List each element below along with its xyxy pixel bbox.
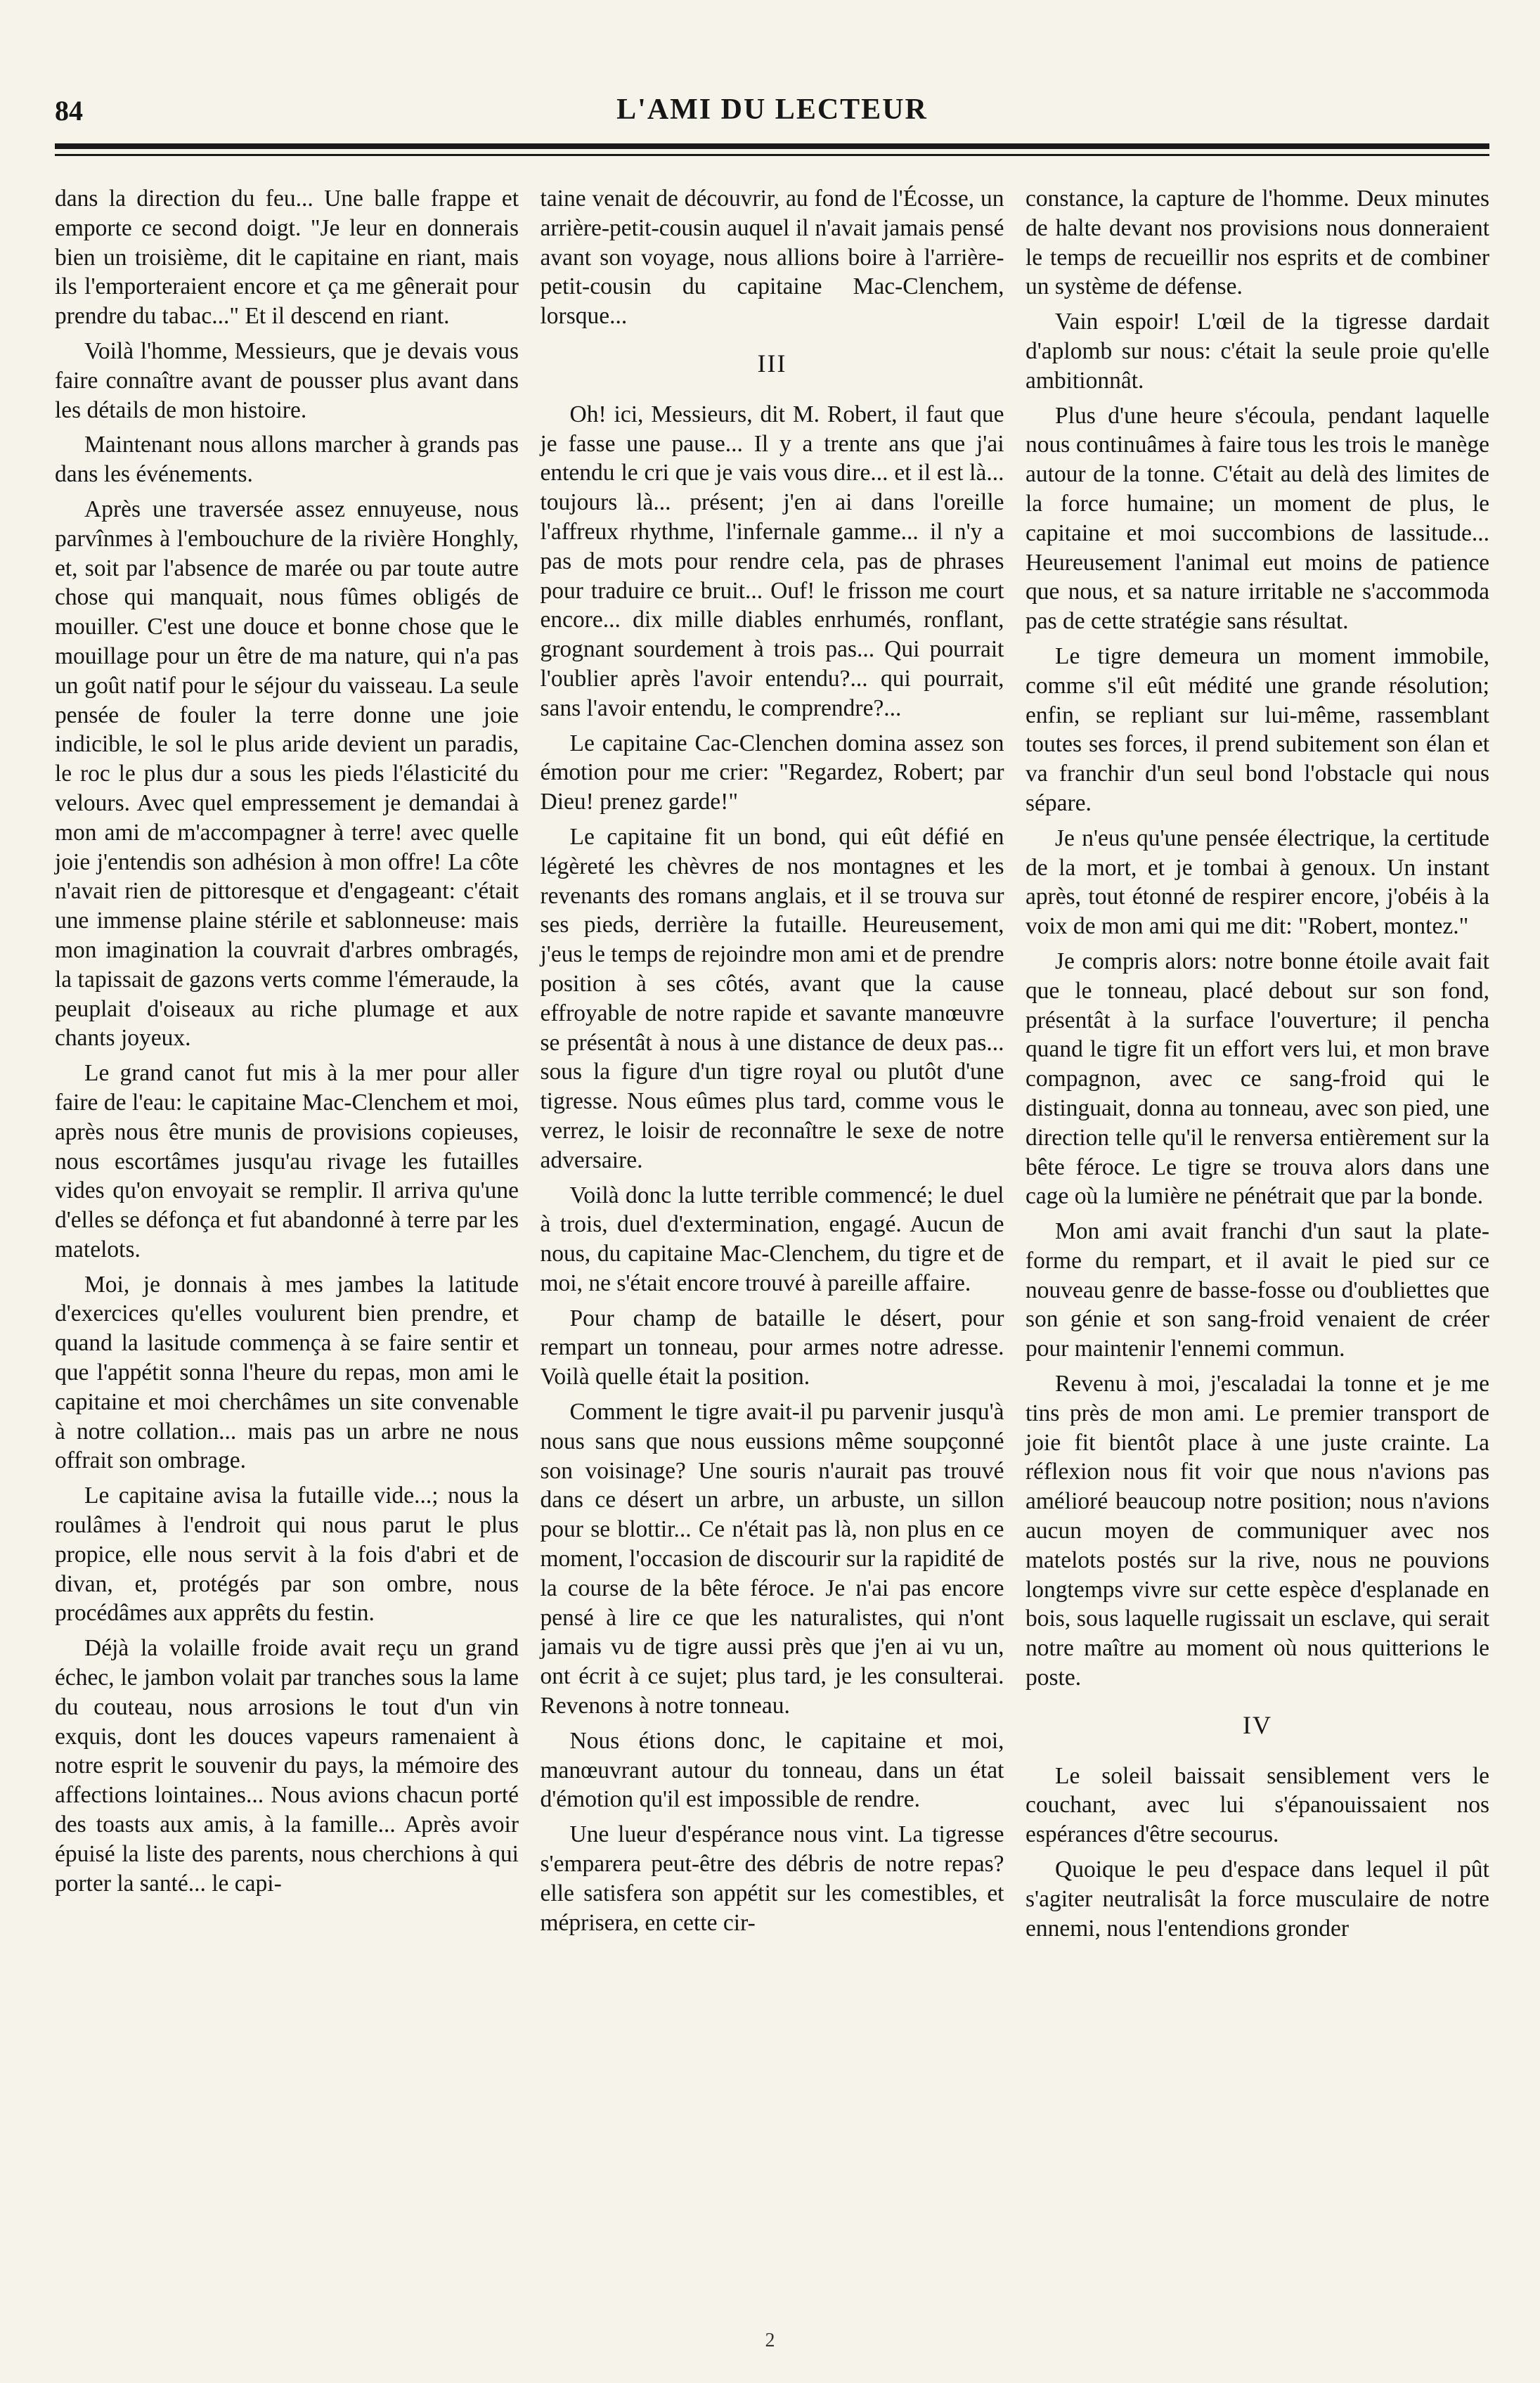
paragraph: Maintenant nous allons marcher à grands pas dans les événements. — [55, 432, 519, 488]
journal-title: L'AMI DU LECTEUR — [616, 93, 928, 126]
paragraph: Le capitaine avisa la futaille vide...; nous la roulâmes à l'endroit qui nous parut le plus propice, elle nous servit à la fois d'abri et de divan, et, protégés par son ombre, nous procédâmes aux apprêts du festin. — [55, 1483, 519, 1627]
page-header — [55, 90, 1489, 139]
paragraph: Une lueur d'espérance nous vint. La tigresse s'emparera peut-être des débris de notre repas? elle satisfera son appétit sur les comestibles, et méprisera, en cette cir- — [540, 1821, 1004, 1936]
paragraph: Le grand canot fut mis à la mer pour aller faire de l'eau: le capitaine Mac-Clenchem et moi, après nous être munis de provisions copieuses, nous escortâmes jusqu'au rivage les futailles vides qu'on envoyait se remplir. Il arriva qu'une d'elles se défonça et fut abandonné à terre par les matelots. — [55, 1060, 519, 1262]
section-heading-iv: IV — [1243, 1710, 1272, 1739]
paragraph: Revenu à moi, j'escaladai la tonne et je me tins près de mon ami. Le premier transport de joie fit bientôt place à une juste crainte. La réflexion nous fit voir que nous n'avions pas amélioré beaucoup notre position; nous n'avions aucun moyen de communiquer avec nos matelots postés sur la rive, nous ne pouvions longtemps vivre sur cette espèce d'esplanade en bois, sous laquelle rugissait un esclave, qui serait notre maître au moment où nous quitterions le poste. — [1025, 1371, 1489, 1691]
paragraph: Voilà l'homme, Messieurs, que je devais vous faire connaître avant de pousser plus avant dans les détails de mon histoire. — [55, 337, 519, 423]
header-rule-thin — [55, 154, 1489, 156]
paragraph: Je compris alors: notre bonne étoile avait fait que le tonneau, placé debout sur son fond, présentât à la surface l'ouverture; il pencha quand le tigre fit un effort vers lui, et mon brave compagnon, avec ce sang-froid qui le distinguait, donna au tonneau, avec son pied, une direction telle qu'il le renversa entièrement sur la bête féroce. Le tigre se trouva alors dans une cage où la lumière ne pénétrait que par la bonde. — [1025, 948, 1489, 1210]
paragraph: Mon ami avait franchi d'un saut la plate-forme du rempart, et il avait le pied sur ce nouveau genre de basse-fosse ou d'oubliettes que son génie et son sang-froid venaient de créer pour maintenir l'ennemi commun. — [1025, 1218, 1489, 1362]
column-1 — [55, 184, 519, 1949]
paragraph: Quoique le peu d'espace dans lequel il pût s'agiter neutralisât la force musculaire de notre ennemi, nous l'entendions gronder — [1025, 1856, 1489, 1942]
section-heading-iii: III — [757, 349, 787, 377]
paragraph: Déjà la volaille froide avait reçu un grand échec, le jambon volait par tranches sous la lame du couteau, nous arrosions le tout d'un vin exquis, dont les douces vapeurs ramenaient à notre esprit le souvenir du pays, la mémoire des affections lointaines... Nous avions chacun porté des toasts aux amis, à la famille... Après avoir épuisé la liste des parents, nous cherchions à qui porter la santé... le capi- — [55, 1635, 519, 1897]
footer-mark: 2 — [765, 2330, 775, 2351]
paragraph: Plus d'une heure s'écoula, pendant laquelle nous continuâmes à faire tous les trois le manège autour de la tonne. C'était au delà des limites de la force humaine; un moment de plus, le capitaine et moi succombions de lassitude... Heureusement l'animal eut moins de patience que nous, et sa nature irritable ne s'accommoda pas de cette stratégie sans résultat. — [1025, 402, 1489, 635]
header-rule-thick — [55, 143, 1489, 149]
column-3 — [1025, 184, 1489, 1949]
paragraph: Après une traversée assez ennuyeuse, nous parvînmes à l'embouchure de la rivière Honghly, et, soit par l'absence de marée ou par toute autre chose qui manquait, nous fûmes obligés de mouiller. C'est une douce et bonne chose que le mouillage pour un être de ma nature, qui n'a pas un goût natif pour le séjour du vaisseau. La seule pensée de fouler la terre donne une joie indicible, le sol le plus aride devient un paradis, le roc le plus dur a sous les pieds l'élasticité du velours. Avec quel empressement je demandai à mon ami de m'accompagner à terre! avec quelle joie j'entendis son adhésion à mon offre! La côte n'avait rien de pittoresque et d'engageant: c'était une immense plaine stérile et sablonneuse: mais mon imagination la couvrait d'arbres ombragés, la tapissait de gazons verts comme l'émeraude, la peuplait d'oiseaux au riche plumage et aux chants joyeux. — [55, 496, 519, 1052]
paragraph: Le tigre demeura un moment immobile, comme s'il eût médité une grande résolution; enfin, se repliant sur lui-même, rassemblant toutes ses forces, il prend subitement son élan et va franchir d'un seul bond l'obstacle qui nous sépare. — [1025, 642, 1489, 816]
paragraph: constance, la capture de l'homme. Deux minutes de halte devant nos provisions nous donneraient le temps de recueillir nos esprits et de combiner un système de défense. — [1025, 186, 1489, 300]
paragraph: Je n'eus qu'une pensée électrique, la certitude de la mort, et je tombai à genoux. Un instant après, tout étonné de respirer encore, j'obéis à la voix de mon ami qui me dit: "Robert, montez." — [1025, 825, 1489, 940]
paragraph: taine venait de découvrir, au fond de l'Écosse, un arrière-petit-cousin auquel il n'avait jamais pensé avant son voyage, nous allions boire à l'arrière-petit-cousin du capitaine Mac-Clenchem, lorsque... — [540, 186, 1004, 330]
paragraph: Pour champ de bataille le désert, pour rempart un tonneau, pour armes notre adresse. Voilà quelle était la position. — [540, 1305, 1004, 1390]
paragraph: Oh! ici, Messieurs, dit M. Robert, il faut que je fasse une pause... Il y a trente ans que j'ai entendu le cri que je vais vous dire... et il est là... toujours là... présent; j'en ai dans l'oreille l'affreux rhythme, l'infernale gamme... il n'y a pas de mots pour rendre cela, pas de phrases pour traduire ce bruit... Ouf! le frisson me court encore... dix mille diables enrhumés, ronflant, grognant sourdement à trois pas... Qui pourrait l'oublier après l'avoir entendu?... qui pourrait, sans l'avoir entendu, le comprendre?... — [540, 401, 1004, 721]
paragraph: Vain espoir! L'œil de la tigresse dardait d'aplomb sur nous: c'était la seule proie qu'elle ambitionnât. — [1025, 309, 1489, 394]
page-number: 84 — [55, 95, 83, 127]
paragraph: Voilà donc la lutte terrible commencé; le duel à trois, duel d'extermination, engagé. Aucun de nous, du capitaine Mac-Clenchem, du tigre et de moi, ne s'était encore trouvé à pareille affaire. — [540, 1182, 1004, 1296]
paragraph: Comment le tigre avait-il pu parvenir jusqu'à nous sans que nous eussions même soupçonné son voisinage? Une souris n'aurait pas trouvé dans ce désert un arbre, un arbuste, un sillon pour se blottir... Ce n'était pas là, non plus en ce moment, l'occasion de discourir sur la rapidité de la course de la bête féroce. Je n'ai pas encore pensé à lire ce que les naturalistes, qui n'ont jamais vu de tigre aussi près que j'en ai vu un, ont écrit à ce sujet; plus tard, je les consulterai. Revenons à notre tonneau. — [540, 1399, 1004, 1719]
paragraph: Le soleil baissait sensiblement vers le couchant, avec lui s'épanouissaient nos espérances d'être secourus. — [1025, 1762, 1489, 1848]
paragraph: Le capitaine Cac-Clenchen domina assez son émotion pour me crier: "Regardez, Robert; par Dieu! prenez garde!" — [540, 730, 1004, 815]
paragraph: Nous étions donc, le capitaine et moi, manœuvrant autour du tonneau, dans un état d'émotion qu'il est impossible de rendre. — [540, 1727, 1004, 1813]
column-2 — [541, 184, 1004, 1949]
text-columns — [55, 184, 1489, 1949]
paragraph: Moi, je donnais à mes jambes la latitude d'exercices qu'elles voulurent bien prendre, et quand la lasitude commença à se faire sentir et que l'appétit sonna l'heure du repas, mon ami le capitaine et moi cherchâmes un site convenable à notre collation... mais pas un arbre ne nous offrait son ombrage. — [55, 1271, 519, 1474]
paragraph: Le capitaine fit un bond, qui eût défié en légèreté les chèvres de nos montagnes et les revenants des romans anglais, et il se trouva sur ses pieds, derrière la futaille. Heureusement, j'eus le temps de rejoindre mon ami et de prendre position à ses côtés, avant que la cause effroyable de notre rapide et savante manœuvre se présentât à nous à une distance de deux pas... sous la figure d'un tigre royal ou plutôt d'une tigresse. Nous eûmes plus tard, comme vous le verrez, le loisir de reconnaître le sexe de notre adversaire. — [540, 823, 1004, 1173]
paragraph: dans la direction du feu... Une balle frappe et emporte ce second doigt. "Je leur en donnerais bien un troisième, dit le capitaine en riant, mais ils l'emporteraient encore et ça me gênerait pour prendre du tabac..." Et il descend en riant. — [55, 186, 519, 330]
